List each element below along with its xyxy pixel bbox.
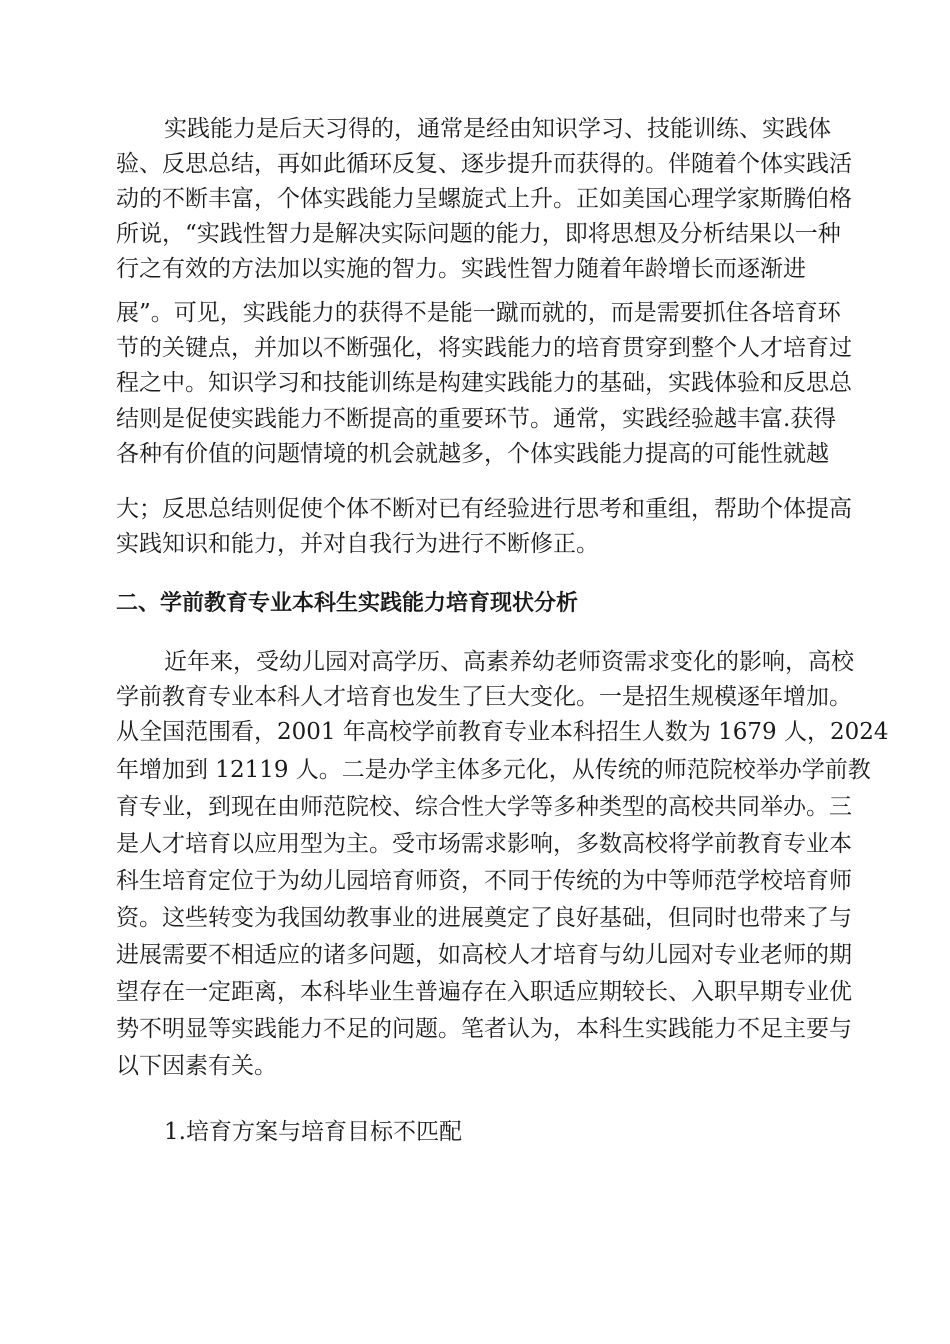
text-line: 所说，“实践性智力是解决实际问题的能力，即将思想及分析结果以一种 <box>116 221 841 247</box>
subheading: 1.培育方案与培育目标不匹配 <box>164 1119 462 1145</box>
text-line: 以下因素有关。 <box>116 1053 277 1079</box>
text-line: 行之有效的方法加以实施的智力。实践性智力随着年龄增长而逐渐进 <box>116 256 806 282</box>
text-line: 是人才培育以应用型为主。受市场需求影响，多数高校将学前教育专业本 <box>116 831 852 857</box>
text-line: 大；反思总结则促使个体不断对已有经验进行思考和重组，帮助个体提高 <box>116 496 852 522</box>
text-line: 望存在一定距离，本科毕业生普遍存在入职适应期较长、入职早期专业优 <box>116 979 852 1005</box>
text-line: 学前教育专业本科人才培育也发生了巨大变化。一是招生规模逐年增加。 <box>116 684 852 710</box>
section-heading: 二、学前教育专业本科生实践能力培育现状分析 <box>116 591 579 616</box>
text-line: 势不明显等实践能力不足的问题。笔者认为，本科生实践能力不足主要与 <box>116 1016 852 1042</box>
text-line: 进展需要不相适应的诸多问题，如高校人才培育与幼儿园对专业老师的期 <box>116 942 852 968</box>
text-line: 展”。可见，实践能力的获得不是能一蹴而就的，而是需要抓住各培育环 <box>116 300 841 326</box>
text-line: 结则是促使实践能力不断提高的重要环节。通常，实践经验越丰富.获得 <box>116 406 837 432</box>
text-line: 实践知识和能力，并对自我行为进行不断修正。 <box>116 531 599 557</box>
text-line: 验、反思总结，再如此循环反复、逐步提升而获得的。伴随着个体实践活 <box>116 151 852 177</box>
text-line: 各种有价值的问题情境的机会就越多，个体实践能力提高的可能性就越 <box>116 441 829 467</box>
text-line: 育专业，到现在由师范院校、综合性大学等多种类型的高校共同举办。三 <box>116 794 852 820</box>
text-line: 从全国范围看，2001 年高校学前教育专业本科招生人数为 1679 人，2024 <box>116 719 889 745</box>
text-line: 资。这些转变为我国幼教事业的进展奠定了良好基础，但同时也带来了与 <box>116 905 852 931</box>
text-line: 科生培育定位于为幼儿园培育师资，不同于传统的为中等师范学校培育师 <box>116 868 852 894</box>
text-line: 近年来，受幼儿园对高学历、高素养幼老师资需求变化的影响，高校 <box>164 649 854 675</box>
text-line: 节的关键点，并加以不断强化，将实践能力的培育贯穿到整个人才培育过 <box>116 335 852 361</box>
text-line: 动的不断丰富，个体实践能力呈螺旋式上升。正如美国心理学家斯腾伯格 <box>116 186 852 212</box>
text-line: 程之中。知识学习和技能训练是构建实践能力的基础，实践体验和反思总 <box>116 370 852 396</box>
text-line: 实践能力是后天习得的，通常是经由知识学习、技能训练、实践体 <box>164 116 831 142</box>
text-line: 年增加到 12119 人。二是办学主体多元化，从传统的师范院校举办学前教 <box>116 757 871 783</box>
